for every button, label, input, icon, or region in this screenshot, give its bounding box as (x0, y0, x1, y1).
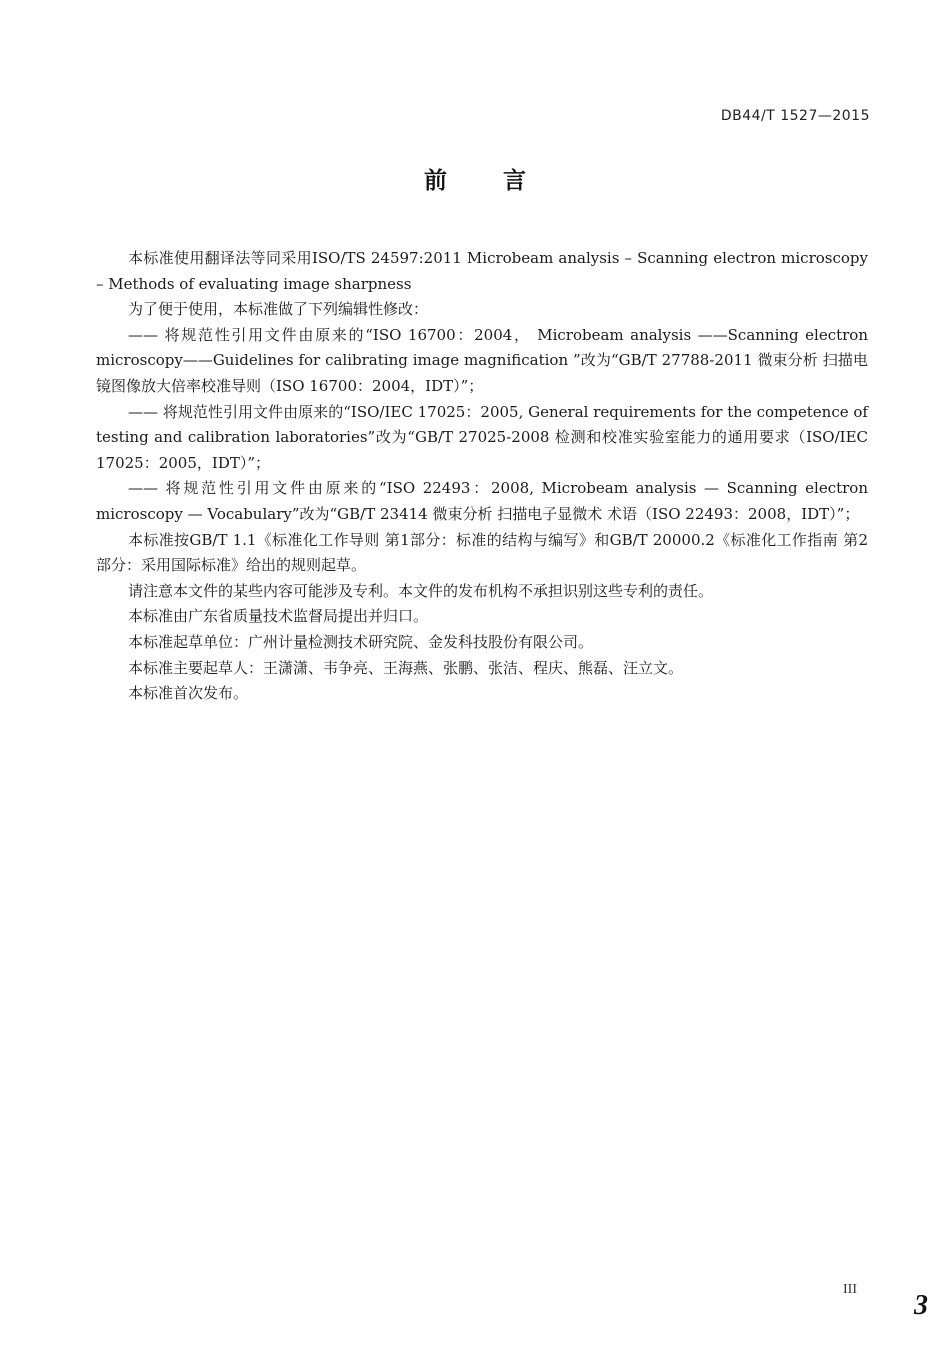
page-mark: 3 (914, 1290, 928, 1321)
paragraph-change-3: —— 将规范性引用文件由原来的“ISO 22493：2008, Microbeam analysis — Scanning electron microscopy — Vocabulary”改为“GB/T 23414 微束分析 扫描电子显微术 术语（ISO 22493：2008，IDT）”； (96, 479, 868, 523)
standard-number: DB44/T 1527—2015 (720, 108, 870, 124)
paragraph-change-2: —— 将规范性引用文件由原来的“ISO/IEC 17025：2005, General requirements for the competence of testing and calibration laboratories”改为“GB/T 27025-2008 检测和校准实验室能力的通用要求（ISO/IEC 17025：2005，IDT）”； (96, 402, 868, 472)
paragraph-drafters: 本标准主要起草人：王潇潇、韦争亮、王海燕、张鹏、张洁、程庆、熊磊、汪立文。 (128, 658, 684, 677)
paragraph-patent-notice: 请注意本文件的某些内容可能涉及专利。本文件的发布机构不承担识别这些专利的责任。 (128, 581, 714, 600)
page-title: 前言 (424, 168, 582, 194)
foreword-body (96, 246, 868, 707)
paragraph-adoption: 本标准使用翻译法等同采用ISO/TS 24597:2011 Microbeam analysis – Scanning electron microscopy – Methods of evaluating image sharpness (96, 249, 868, 293)
paragraph-drafting-units: 本标准起草单位：广州计量检测技术研究院、金发科技股份有限公司。 (128, 632, 594, 651)
paragraph-proposer: 本标准由广东省质量技术监督局提出并归口。 (128, 607, 429, 626)
paragraph-change-1: —— 将规范性引用文件由原来的“ISO 16700：2004， Microbeam analysis ——Scanning electron microscopy——Guidelines for calibrating image magnification ”改为“GB/T 27788-2011 微束分析 扫描电镜图像放大倍率校准导则（ISO 16700：2004，IDT）”； (96, 325, 868, 395)
paragraph-first-release: 本标准首次发布。 (128, 684, 249, 703)
paragraph-editorial-intro: 为了便于使用，本标准做了下列编辑性修改： (128, 300, 429, 319)
paragraph-drafting-rules: 本标准按GB/T 1.1《标准化工作导则 第1部分：标准的结构与编写》和GB/T 20000.2《标准化工作指南 第2部分：采用国际标准》给出的规则起草。 (96, 530, 868, 575)
page-number: III (843, 1282, 857, 1297)
